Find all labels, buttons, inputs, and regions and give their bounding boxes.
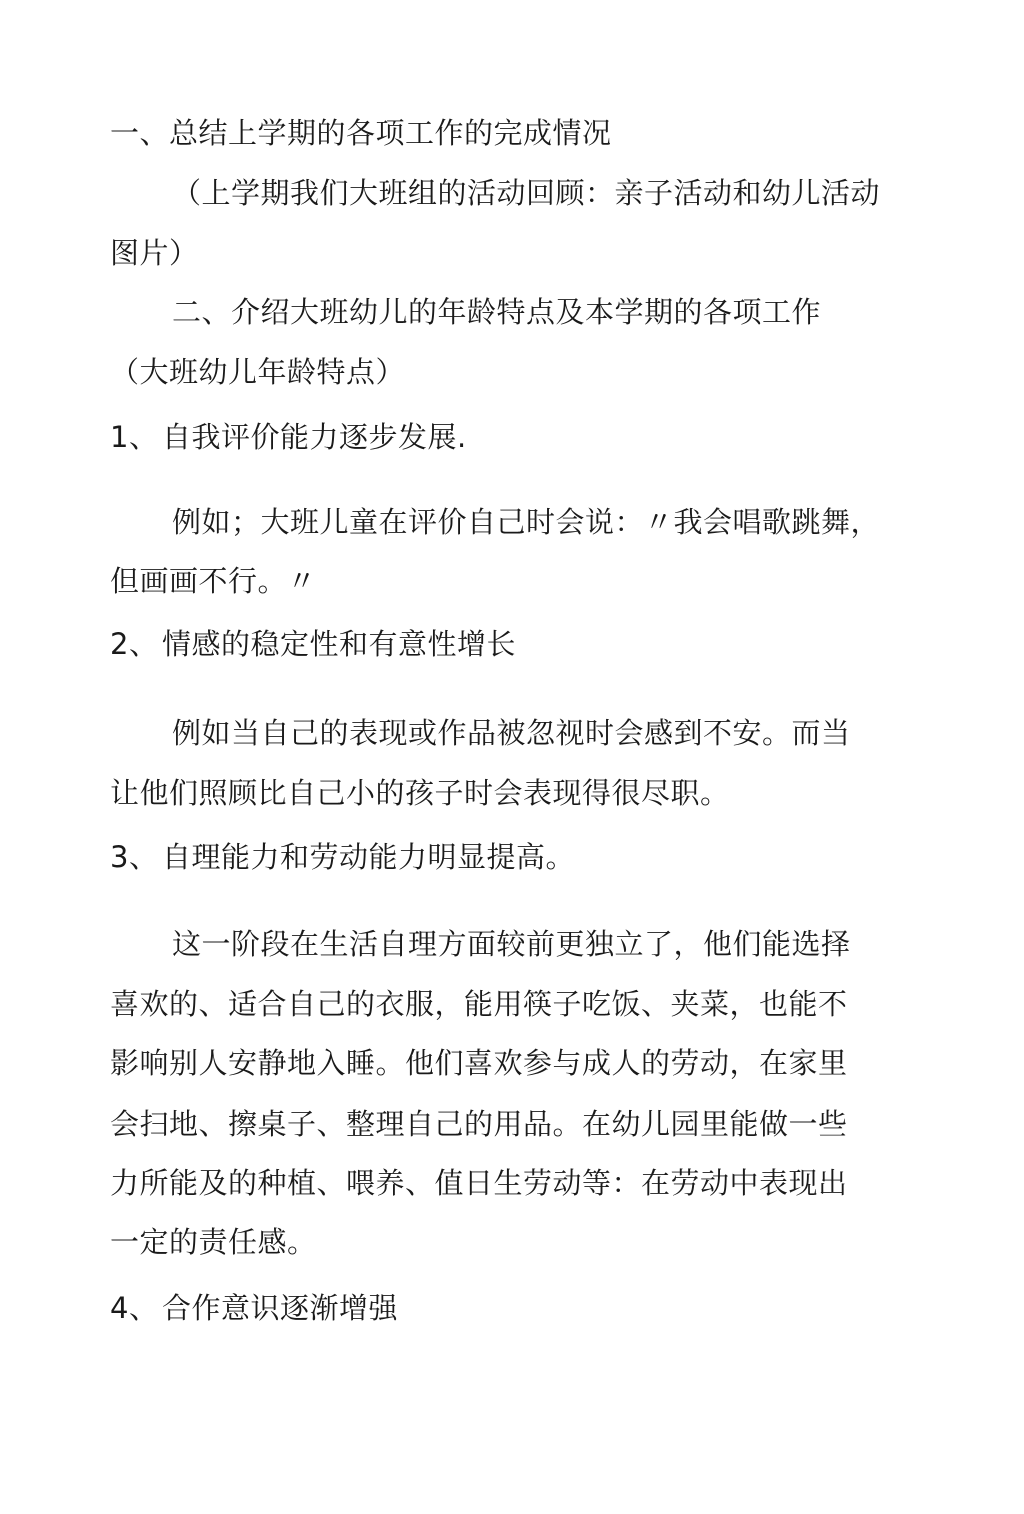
item-2-body-line-1: 例如当自己的表现或作品被忽视时会感到不安。而当 [172, 716, 851, 750]
item-heading-text: 自理能力和劳动能力明显提高。 [162, 840, 576, 874]
item-3-body-line-1: 这一阶段在生活自理方面较前更独立了，他们能选择 [172, 927, 851, 961]
item-number: 1、 [110, 420, 159, 454]
item-3-body-line-6: 一定的责任感。 [110, 1225, 317, 1259]
item-heading-text: 合作意识逐渐增强 [162, 1291, 399, 1325]
item-3-body-line-2: 喜欢的、适合自己的衣服，能用筷子吃饭、夹菜，也能不 [110, 987, 848, 1021]
item-number: 4、 [110, 1291, 159, 1325]
section2-subtitle: （大班幼儿年龄特点） [110, 355, 406, 389]
item-heading-text: 情感的稳定性和有意性增长 [162, 627, 517, 661]
item-number: 2、 [110, 627, 159, 661]
item-number: 3、 [110, 840, 159, 874]
section1-body-line-2: 图片） [110, 236, 199, 270]
item-heading-2 [110, 624, 516, 664]
item-1-body-line-1: 例如；大班儿童在评价自己时会说：〃我会唱歌跳舞， [172, 505, 881, 539]
item-heading-4 [110, 1288, 398, 1328]
section1-body-line-1: （上学期我们大班组的活动回顾：亲子活动和幼儿活动 [172, 176, 881, 210]
item-heading-3 [110, 837, 575, 877]
item-2-body-line-2: 让他们照顾比自己小的孩子时会表现得很尽职。 [110, 776, 730, 810]
item-1-body-line-2: 但画画不行。〃 [110, 564, 317, 598]
section1-title: 一、总结上学期的各项工作的完成情况 [110, 116, 612, 150]
section2-title: 二、介绍大班幼儿的年龄特点及本学期的各项工作 [172, 295, 822, 329]
item-3-body-line-4: 会扫地、擦桌子、整理自己的用品。在幼儿园里能做一些 [110, 1107, 848, 1141]
item-heading-1 [110, 417, 467, 457]
item-3-body-line-3: 影响别人安静地入睡。他们喜欢参与成人的劳动，在家里 [110, 1046, 848, 1080]
item-3-body-line-5: 力所能及的种植、喂养、值日生劳动等：在劳动中表现出 [110, 1166, 848, 1200]
item-heading-text: 自我评价能力逐步发展. [162, 420, 467, 454]
